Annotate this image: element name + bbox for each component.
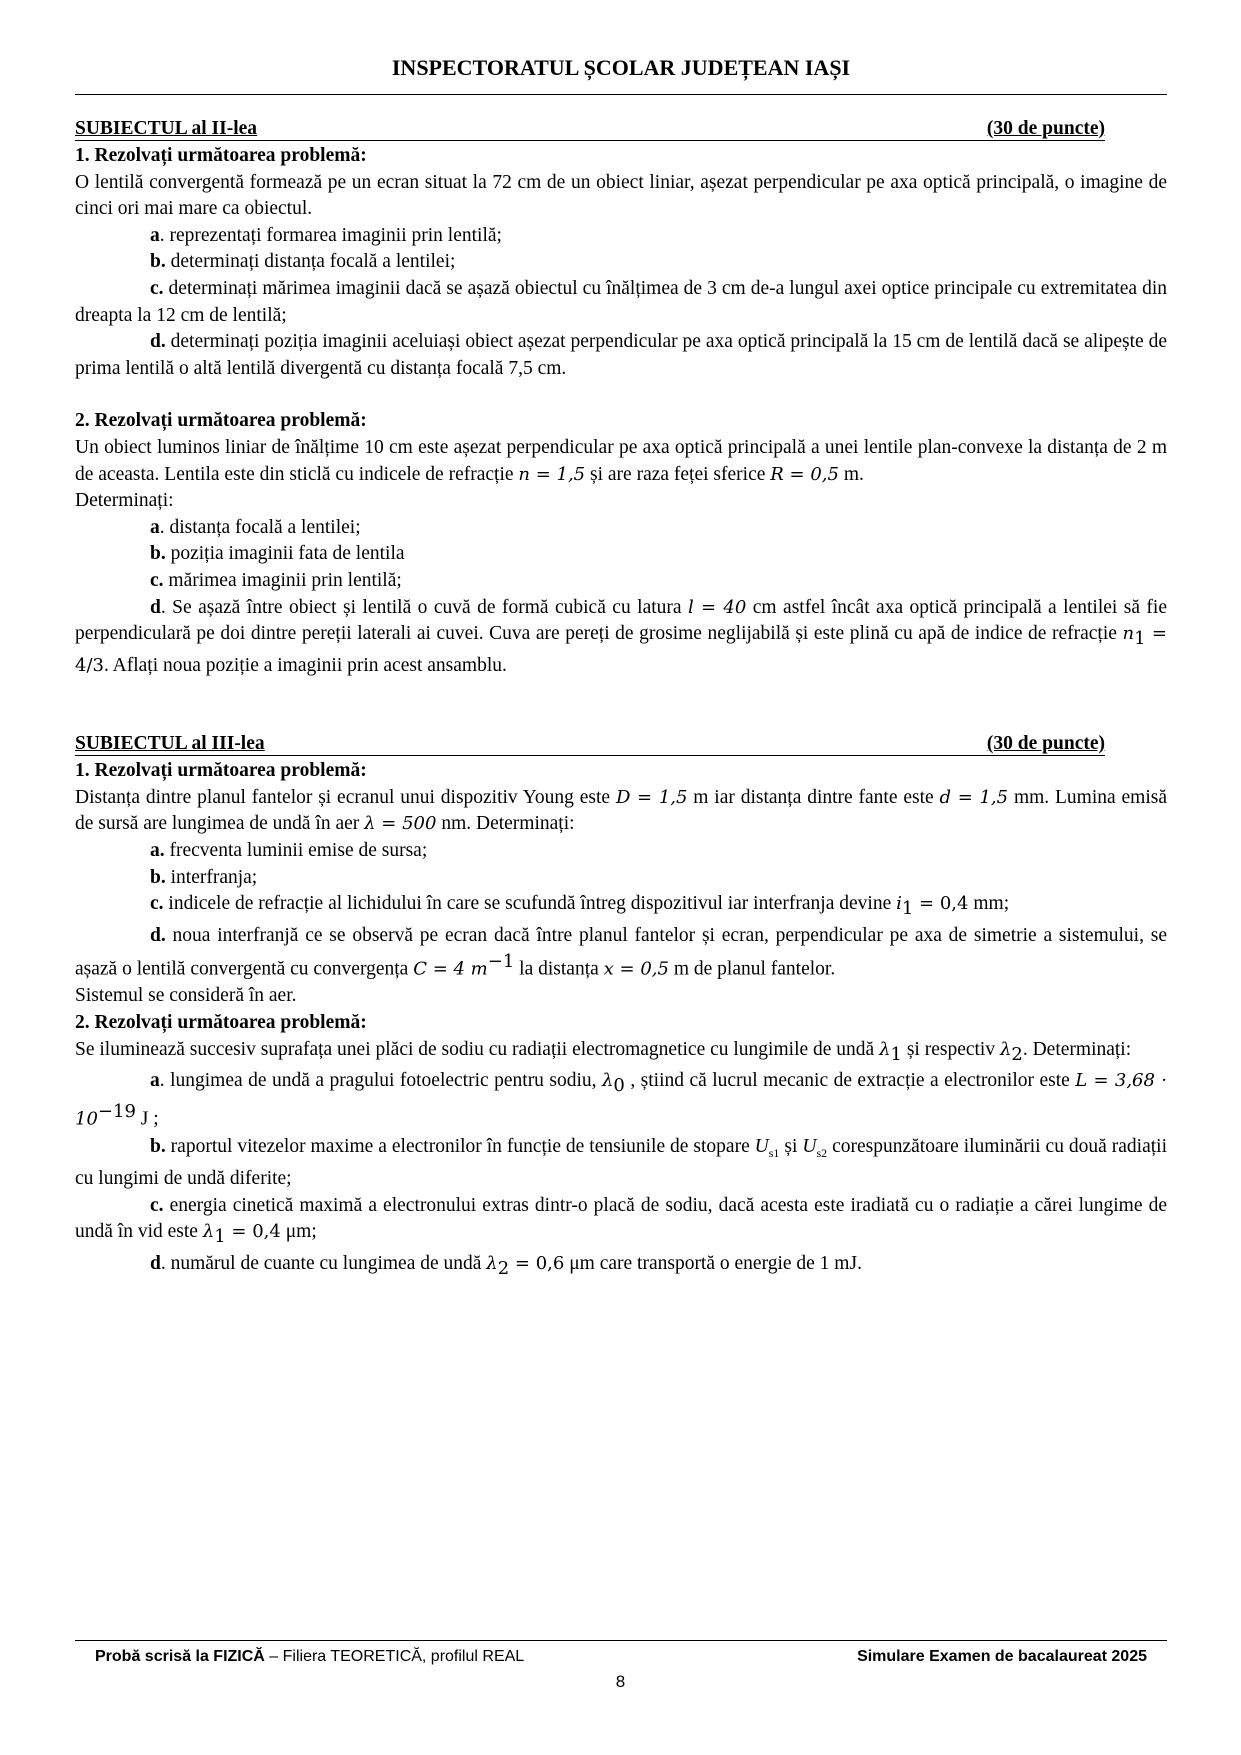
formula-c-lambda1-sub: 1 — [214, 1226, 226, 1248]
header-divider — [75, 94, 1167, 95]
item-label: d. — [150, 331, 166, 353]
document-body — [75, 118, 1167, 1282]
s2-p1-item-b — [75, 249, 1167, 276]
formula-us2-sub: s2 — [816, 1145, 828, 1160]
formula-c-lambda1: λ — [202, 1221, 215, 1243]
s2-problem-1-intro: O lentilă convergentă formează pe un ecran situat la 72 cm de un obiect liniar, așezat perpendicular pe axa optică principală, o imagine de cinci ori mai mare ca obiectul. — [75, 171, 1167, 220]
section-2-title: SUBIECTUL al II-lea — [75, 118, 258, 139]
item-text: indicele de refracție al lichidului în care se scufundă întreg dispozitivul iar interfranja devine — [163, 893, 897, 915]
s3-p2-item-a — [75, 1068, 1167, 1134]
s2-p1-item-c — [75, 276, 1167, 329]
page-header: INSPECTORATUL ȘCOLAR JUDEȚEAN IAȘI — [391, 55, 851, 80]
s2-problem-2-title: 2. Rezolvați următoarea problemă: — [75, 410, 367, 432]
section-3-title: SUBIECTUL al III-lea — [75, 733, 265, 755]
footer-left — [95, 1648, 524, 1666]
item-text: interfranja; — [165, 866, 258, 888]
text-run: . Determinați: — [1022, 1038, 1132, 1060]
s3-p1-note: Sistemul se consideră în aer. — [75, 985, 297, 1007]
s2-p2-item-d — [75, 595, 1167, 680]
footer-track: – Filiera TEORETICĂ, profilul REAL — [264, 1648, 525, 1665]
item-text: energia cinetică maximă a electronului extras dintr-o placă de sodiu, dacă acesta este iradiată cu o radiație a cărei lungime de undă în vid este — [75, 1194, 1167, 1243]
s2-p1-item-a — [75, 223, 1167, 250]
formula-n1-val: = 4/3 — [75, 623, 1167, 676]
formula-D: D = 1,5 — [615, 786, 688, 808]
item-label: d — [150, 596, 161, 618]
formula-lambda: λ = 500 — [364, 813, 437, 835]
formula-lambda2: λ — [999, 1038, 1012, 1060]
item-label: b. — [150, 866, 166, 888]
item-label: d. — [150, 924, 166, 946]
text-run: m. — [838, 463, 864, 485]
item-label: c. — [150, 893, 164, 915]
item-text: . Aflați noua poziție a imaginii prin acest ansamblu. — [103, 654, 507, 676]
formula-l: l = 40 — [688, 596, 747, 618]
formula-x: x = 0,5 — [603, 958, 669, 980]
page-number: 8 — [615, 1672, 626, 1691]
text-run: Se iluminează succesiv suprafața unei plăci de sodiu cu radiații electromagnetice cu lungimile de undă — [75, 1038, 880, 1060]
item-label: a. — [150, 839, 165, 861]
item-text: și — [779, 1135, 803, 1157]
formula-i1-sub: 1 — [901, 898, 914, 920]
item-text: . lungimea de undă a pragului fotoelectric pentru sodiu, — [159, 1069, 602, 1091]
item-label: b. — [150, 1135, 166, 1157]
s3-p1-item-b — [75, 865, 1167, 892]
item-label: b. — [150, 251, 166, 273]
s2-problem-1-title: 1. Rezolvați următoarea problemă: — [75, 145, 367, 166]
formula-lambda0-sub: 0 — [613, 1074, 625, 1096]
text-run: și respectiv — [901, 1038, 1000, 1060]
item-label: a — [150, 1069, 160, 1091]
item-text: poziția imaginii fata de lentila — [165, 543, 405, 565]
formula-d-lambda2: λ — [486, 1252, 498, 1274]
s3-problem-2-title: 2. Rezolvați următoarea problemă: — [75, 1011, 367, 1033]
formula-lambda1: λ — [879, 1038, 891, 1060]
text-run: mm. Lumina emisă de sursă are lungimea de undă în aer — [75, 786, 1167, 835]
formula-n1-sub: 1 — [1134, 627, 1146, 649]
s2-p2-item-b — [75, 541, 1167, 568]
text-run: m iar distanța dintre fante este — [687, 786, 940, 808]
item-text: μm; — [280, 1221, 317, 1243]
item-text: m de planul fantelor. — [668, 958, 836, 980]
formula-lambda1-sub: 1 — [890, 1043, 902, 1065]
text-run: nm. Determinați: — [436, 813, 575, 835]
formula-lambda0: λ — [601, 1069, 614, 1091]
formula-n: n = 1,5 — [518, 463, 586, 485]
item-label: c. — [150, 1194, 164, 1216]
item-text: raportul vitezelor maxime a electronilor în funcție de tensiunile de stopare — [165, 1135, 755, 1157]
item-text: , știind că lucrul mecanic de extracție a electronilor este — [624, 1069, 1076, 1091]
item-text: mărimea imaginii prin lentilă; — [163, 569, 402, 591]
formula-i1: i — [896, 893, 902, 915]
section-2-points: (30 de puncte) — [986, 118, 1105, 139]
item-text: cm astfel încât axa optică principală a lentilei să fie perpendiculară pe doi dintre pereții laterali ai cuvei. Cuva are pereți de grosime neglijabilă și este plină cu apă de indice de refracție — [75, 596, 1168, 645]
formula-L: L = 3,68 · 10 — [75, 1069, 1167, 1130]
formula-L-sup: −19 — [97, 1101, 136, 1123]
formula-i1-val: = 0,4 — [913, 893, 969, 915]
formula-lambda2-sub: 2 — [1011, 1043, 1023, 1065]
item-label: a — [150, 516, 160, 538]
formula-d-lambda2-sub: 2 — [497, 1257, 510, 1279]
item-label: d — [150, 1252, 161, 1274]
s3-p2-item-d — [75, 1251, 1167, 1282]
formula-C-sup: −1 — [487, 951, 515, 973]
text-run: și are raza feței sferice — [585, 463, 771, 485]
s3-p1-item-d — [75, 923, 1167, 984]
footer-divider — [75, 1640, 1167, 1641]
s3-p1-item-a — [75, 838, 1167, 865]
item-text: frecventa luminii emise de sursa; — [164, 839, 428, 861]
section-3-heading — [75, 733, 1105, 756]
s3-problem-1-intro — [75, 785, 1167, 838]
item-text: mm; — [968, 893, 1010, 915]
item-label: a — [150, 224, 160, 246]
page-footer — [95, 1648, 1147, 1666]
formula-us1-sub: s1 — [768, 1145, 780, 1160]
s3-problem-2-intro — [75, 1037, 1167, 1068]
item-text: determinați mărimea imaginii dacă se așază obiectul cu înălțimea de 3 cm de-a lungul axei optice principale cu extremitatea din dreapta la 12 cm de lentilă; — [75, 277, 1167, 326]
item-label: c. — [150, 569, 164, 591]
s3-p1-item-c — [75, 891, 1167, 922]
item-text: corespunzătoare iluminării cu două radiații cu lungimi de undă diferite; — [75, 1135, 1167, 1190]
formula-d: d = 1,5 — [939, 786, 1009, 808]
s2-problem-2-determine: Determinați: — [75, 490, 174, 512]
item-text: . distanța focală a lentilei; — [159, 516, 361, 538]
item-label: b. — [150, 543, 166, 565]
item-text: . Se așază între obiect și lentilă o cuvă de formă cubică cu latura — [160, 596, 688, 618]
s2-problem-2-intro — [75, 435, 1167, 488]
formula-us1: U — [754, 1135, 769, 1157]
section-3-points: (30 de puncte) — [986, 733, 1105, 755]
s3-p2-item-b — [75, 1134, 1167, 1193]
formula-C: C = 4 m — [413, 958, 488, 980]
item-text: . reprezentați formarea imaginii prin lentilă; — [159, 224, 502, 246]
footer-exam-name: Probă scrisă la FIZICĂ — [95, 1648, 265, 1665]
formula-d-lambda2-val: = 0,6 — [509, 1252, 565, 1274]
item-text: J ; — [135, 1108, 159, 1130]
item-text: determinați poziția imaginii aceluiași obiect așezat perpendicular pe axa optică principală la 15 cm de lentilă dacă se alipește de prima lentilă o altă lentilă divergentă cu distanța focală 7,5 cm. — [75, 331, 1167, 379]
item-text: . numărul de cuante cu lungimea de undă — [160, 1252, 487, 1274]
item-text: noua interfranjă ce se observă pe ecran dacă între planul fantelor și ecran, perpendicular pe axa de simetrie a sistemului, se așază o lentilă convergentă cu convergența — [75, 924, 1167, 980]
s2-p2-item-c — [75, 568, 1167, 595]
item-text: la distanța — [514, 958, 604, 980]
item-text: μm care transportă o energie de 1 mJ. — [564, 1252, 862, 1274]
s2-p1-item-d — [75, 329, 1167, 382]
s3-problem-1-title: 1. Rezolvați următoarea problemă: — [75, 760, 367, 782]
s3-p2-item-c — [75, 1193, 1167, 1251]
item-label: c. — [150, 277, 164, 299]
section-2-heading — [75, 118, 1105, 141]
formula-c-lambda1-val: = 0,4 — [225, 1221, 281, 1243]
formula-r: R = 0,5 — [770, 463, 839, 485]
text-run: Distanța dintre planul fantelor și ecranul unui dispozitiv Young este — [75, 786, 616, 808]
formula-n1: n — [1122, 623, 1135, 645]
footer-right: Simulare Examen de bacalaureat 2025 — [857, 1648, 1147, 1665]
text-run: Un obiect luminos liniar de înălțime 10 cm este așezat perpendicular pe axa optică principală a unei lentile plan-convexe la distanța de 2 m de aceasta. Lentila este din sticlă cu indicele de refracție — [75, 436, 1167, 485]
formula-us2: U — [802, 1135, 817, 1157]
s2-p2-item-a — [75, 515, 1167, 542]
item-text: determinați distanța focală a lentilei; — [165, 251, 456, 273]
